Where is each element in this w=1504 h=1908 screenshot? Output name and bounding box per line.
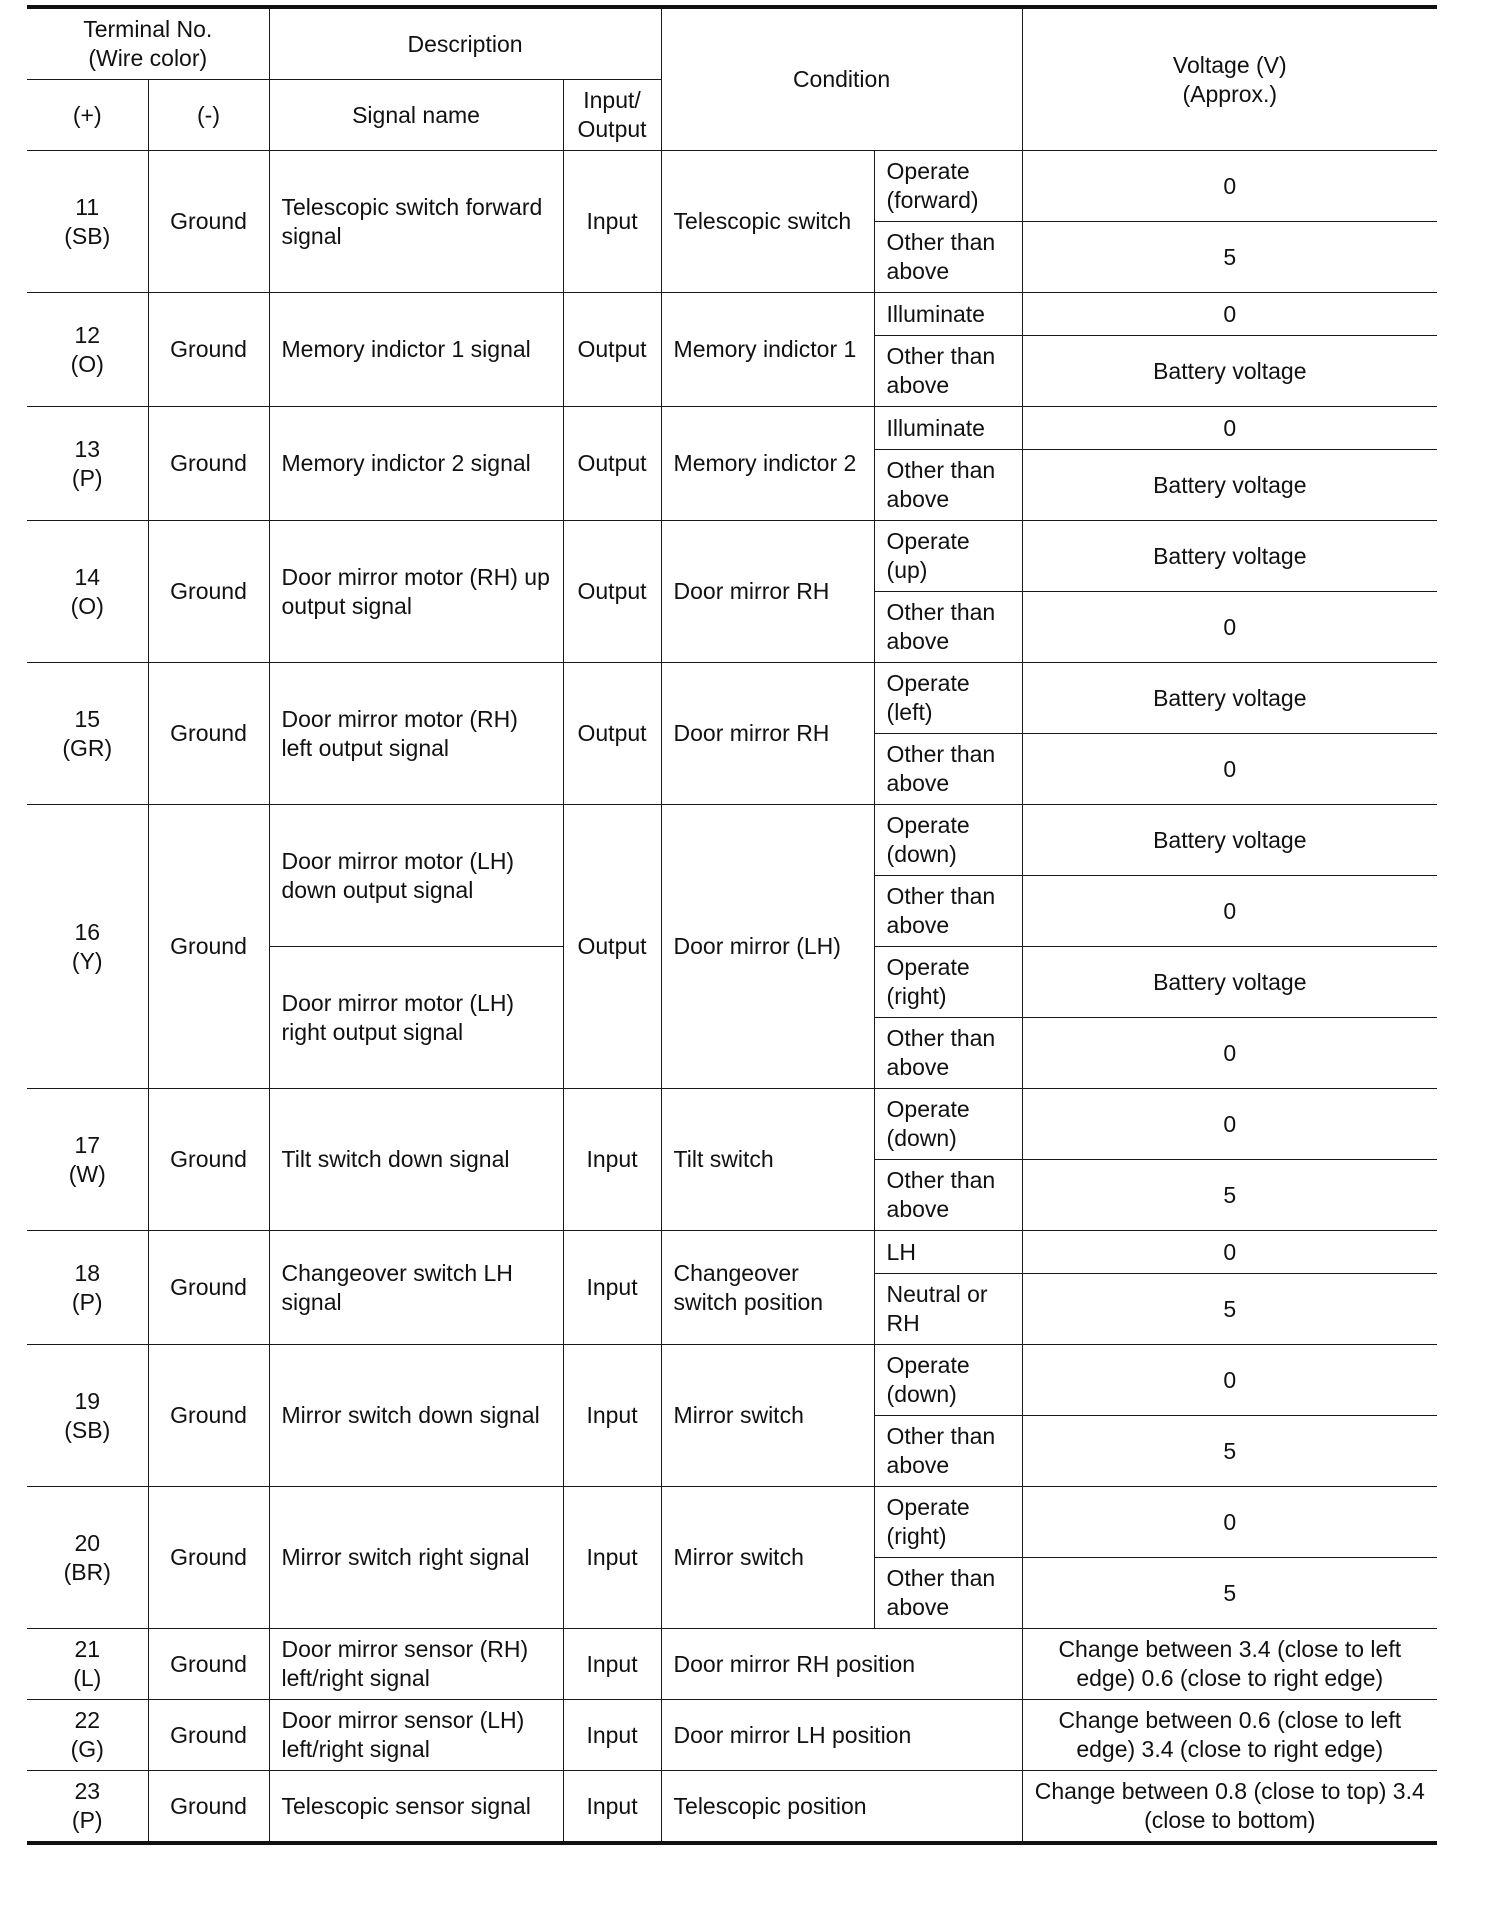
voltage-cell: 5 — [1022, 1558, 1437, 1629]
voltage-cell: Change between 0.6 (close to left edge) 3.4 (close to right edge) — [1022, 1700, 1437, 1771]
io-cell: Input — [563, 1487, 661, 1629]
table-row — [27, 1089, 1437, 1160]
state-cell: Operate (right) — [874, 947, 1022, 1018]
state-cell: Other than above — [874, 222, 1022, 293]
voltage-cell: 0 — [1022, 592, 1437, 663]
io-cell: Output — [563, 407, 661, 521]
minus-cell: Ground — [148, 663, 269, 805]
voltage-cell: Battery voltage — [1022, 450, 1437, 521]
state-cell: Other than above — [874, 1160, 1022, 1231]
terminal-cell — [27, 1345, 148, 1487]
table-row — [27, 1771, 1437, 1844]
condition-cell: Telescopic switch — [661, 151, 874, 293]
condition-cell: Memory indictor 2 — [661, 407, 874, 521]
terminal-cell — [27, 1629, 148, 1700]
voltage-cell: Battery voltage — [1022, 663, 1437, 734]
terminal-number: 21 — [74, 1636, 101, 1662]
terminal-cell — [27, 407, 148, 521]
io-cell: Input — [563, 1700, 661, 1771]
condition-cell: Mirror switch — [661, 1345, 874, 1487]
condition-cell: Door mirror (LH) — [661, 805, 874, 1089]
signal-name-cell: Mirror switch down signal — [269, 1345, 563, 1487]
state-cell: Operate (down) — [874, 1089, 1022, 1160]
state-cell: Other than above — [874, 876, 1022, 947]
wire-color: (P) — [71, 464, 103, 491]
minus-cell: Ground — [148, 151, 269, 293]
terminal-number: 18 — [74, 1259, 101, 1286]
terminal-number: 19 — [74, 1387, 101, 1414]
minus-cell: Ground — [148, 1345, 269, 1487]
terminal-number: 15 — [74, 705, 101, 732]
state-cell: Illuminate — [874, 407, 1022, 450]
terminal-cell — [27, 521, 148, 663]
io-cell: Output — [563, 663, 661, 805]
voltage-cell: 0 — [1022, 876, 1437, 947]
wire-color: (O) — [70, 592, 104, 619]
header-io-text-1: Input/ — [583, 87, 641, 113]
state-cell: Neutral or RH — [874, 1274, 1022, 1345]
voltage-cell: Change between 0.8 (close to top) 3.4 (close to bottom) — [1022, 1771, 1437, 1844]
terminal-number: 17 — [74, 1131, 101, 1158]
condition-cell: Memory indictor 1 — [661, 293, 874, 407]
condition-cell: Changeover switch position — [661, 1231, 874, 1345]
condition-cell: Tilt switch — [661, 1089, 874, 1231]
wire-color: (GR) — [62, 734, 113, 761]
condition-cell: Mirror switch — [661, 1487, 874, 1629]
header-voltage-approx-text: (Approx.) — [1182, 80, 1278, 107]
voltage-cell: 0 — [1022, 1345, 1437, 1416]
state-cell: Illuminate — [874, 293, 1022, 336]
table-row — [27, 151, 1437, 222]
header-minus: (-) — [148, 80, 269, 151]
terminal-cell — [27, 293, 148, 407]
wire-color: (P) — [71, 1807, 103, 1833]
terminal-cell — [27, 151, 148, 293]
voltage-cell: Change between 3.4 (close to left edge) 0.6 (close to right edge) — [1022, 1629, 1437, 1700]
wire-color: (G) — [70, 1736, 104, 1762]
terminal-number: 11 — [75, 193, 100, 220]
signal-name-cell: Door mirror sensor (LH) left/right signal — [269, 1700, 563, 1771]
voltage-cell: 0 — [1022, 1487, 1437, 1558]
header-terminal-no — [27, 7, 269, 80]
state-cell: Operate (forward) — [874, 151, 1022, 222]
signal-name-cell: Telescopic sensor signal — [269, 1771, 563, 1844]
condition-cell: Door mirror LH position — [661, 1700, 1022, 1771]
table-row — [27, 1629, 1437, 1700]
table-row — [27, 407, 1437, 450]
header-row-1 — [27, 7, 1437, 80]
header-input-output — [563, 80, 661, 151]
voltage-cell: 0 — [1022, 734, 1437, 805]
header-io-text-2: Output — [577, 116, 647, 142]
voltage-cell: 5 — [1022, 1274, 1437, 1345]
terminal-cell — [27, 663, 148, 805]
terminal-cell — [27, 1700, 148, 1771]
signal-name-cell: Door mirror motor (RH) left output signal — [269, 663, 563, 805]
signal-name-cell: Memory indictor 2 signal — [269, 407, 563, 521]
io-cell: Input — [563, 1629, 661, 1700]
minus-cell: Ground — [148, 293, 269, 407]
table-row — [27, 663, 1437, 734]
signal-name-cell: Mirror switch right signal — [269, 1487, 563, 1629]
signal-name-cell: Door mirror sensor (RH) left/right signal — [269, 1629, 563, 1700]
voltage-cell: Battery voltage — [1022, 947, 1437, 1018]
io-cell: Input — [563, 151, 661, 293]
table-row — [27, 1700, 1437, 1771]
terminal-number: 13 — [74, 435, 101, 462]
state-cell: Other than above — [874, 336, 1022, 407]
wire-color: (Y) — [71, 947, 103, 974]
state-cell: Other than above — [874, 1416, 1022, 1487]
terminal-number: 16 — [74, 918, 101, 945]
header-signal-name: Signal name — [269, 80, 563, 151]
io-cell: Input — [563, 1089, 661, 1231]
terminal-cell — [27, 805, 148, 1089]
header-condition: Condition — [661, 7, 1022, 151]
wire-color: (SB) — [64, 1416, 111, 1443]
terminal-number: 12 — [74, 321, 101, 348]
voltage-cell: 0 — [1022, 1231, 1437, 1274]
signal-name-cell: Telescopic switch forward signal — [269, 151, 563, 293]
table-row — [27, 1487, 1437, 1558]
minus-cell: Ground — [148, 1771, 269, 1844]
terminal-cell — [27, 1487, 148, 1629]
terminal-number: 22 — [74, 1707, 101, 1733]
voltage-cell: Battery voltage — [1022, 336, 1437, 407]
minus-cell: Ground — [148, 1231, 269, 1345]
voltage-cell: Battery voltage — [1022, 521, 1437, 592]
wire-color: (SB) — [64, 222, 111, 249]
header-wire-color-text: (Wire color) — [88, 45, 208, 71]
wire-color: (W) — [68, 1160, 106, 1187]
io-cell: Input — [563, 1231, 661, 1345]
voltage-cell: Battery voltage — [1022, 805, 1437, 876]
terminal-number: 20 — [74, 1529, 101, 1556]
signal-name-cell: Memory indictor 1 signal — [269, 293, 563, 407]
signal-name-cell: Door mirror motor (LH) right output signal — [269, 947, 563, 1089]
state-cell: Operate (down) — [874, 805, 1022, 876]
wire-color: (BR) — [63, 1558, 111, 1585]
minus-cell: Ground — [148, 1487, 269, 1629]
voltage-cell: 5 — [1022, 222, 1437, 293]
table-row — [27, 521, 1437, 592]
voltage-cell: 0 — [1022, 151, 1437, 222]
signal-name-cell: Door mirror motor (LH) down output signal — [269, 805, 563, 947]
io-cell: Output — [563, 805, 661, 1089]
minus-cell: Ground — [148, 407, 269, 521]
header-description: Description — [269, 7, 661, 80]
signal-name-cell: Tilt switch down signal — [269, 1089, 563, 1231]
table-row — [27, 805, 1437, 876]
terminal-cell — [27, 1231, 148, 1345]
voltage-cell: 5 — [1022, 1416, 1437, 1487]
terminal-cell — [27, 1771, 148, 1844]
header-voltage-text: Voltage (V) — [1172, 51, 1287, 78]
state-cell: Other than above — [874, 592, 1022, 663]
minus-cell: Ground — [148, 521, 269, 663]
voltage-cell: 5 — [1022, 1160, 1437, 1231]
table-row — [27, 1345, 1437, 1416]
signal-name-cell: Door mirror motor (RH) up output signal — [269, 521, 563, 663]
condition-cell: Door mirror RH — [661, 663, 874, 805]
voltage-cell: 0 — [1022, 407, 1437, 450]
wire-color: (O) — [70, 350, 104, 377]
state-cell: Operate (up) — [874, 521, 1022, 592]
state-cell: Other than above — [874, 450, 1022, 521]
minus-cell: Ground — [148, 1089, 269, 1231]
signal-name-cell: Changeover switch LH signal — [269, 1231, 563, 1345]
io-cell: Output — [563, 293, 661, 407]
terminal-cell — [27, 1089, 148, 1231]
io-cell: Input — [563, 1771, 661, 1844]
voltage-cell: 0 — [1022, 1018, 1437, 1089]
state-cell: Other than above — [874, 734, 1022, 805]
state-cell: Other than above — [874, 1558, 1022, 1629]
minus-cell: Ground — [148, 1629, 269, 1700]
header-terminal-no-text: Terminal No. — [83, 16, 213, 42]
wire-color: (P) — [71, 1288, 103, 1315]
state-cell: Other than above — [874, 1018, 1022, 1089]
header-voltage — [1022, 7, 1437, 151]
voltage-cell: 0 — [1022, 1089, 1437, 1160]
table-row — [27, 1231, 1437, 1274]
wire-color: (L) — [73, 1665, 102, 1691]
condition-cell: Telescopic position — [661, 1771, 1022, 1844]
condition-cell: Door mirror RH position — [661, 1629, 1022, 1700]
state-cell: Operate (right) — [874, 1487, 1022, 1558]
condition-cell: Door mirror RH — [661, 521, 874, 663]
io-cell: Output — [563, 521, 661, 663]
state-cell: LH — [874, 1231, 1022, 1274]
minus-cell: Ground — [148, 1700, 269, 1771]
terminal-signal-table — [27, 5, 1437, 1845]
state-cell: Operate (down) — [874, 1345, 1022, 1416]
terminal-number: 14 — [74, 563, 101, 590]
io-cell: Input — [563, 1345, 661, 1487]
state-cell: Operate (left) — [874, 663, 1022, 734]
table-row — [27, 293, 1437, 336]
minus-cell: Ground — [148, 805, 269, 1089]
header-plus: (+) — [27, 80, 148, 151]
terminal-number: 23 — [74, 1778, 101, 1804]
voltage-cell: 0 — [1022, 293, 1437, 336]
